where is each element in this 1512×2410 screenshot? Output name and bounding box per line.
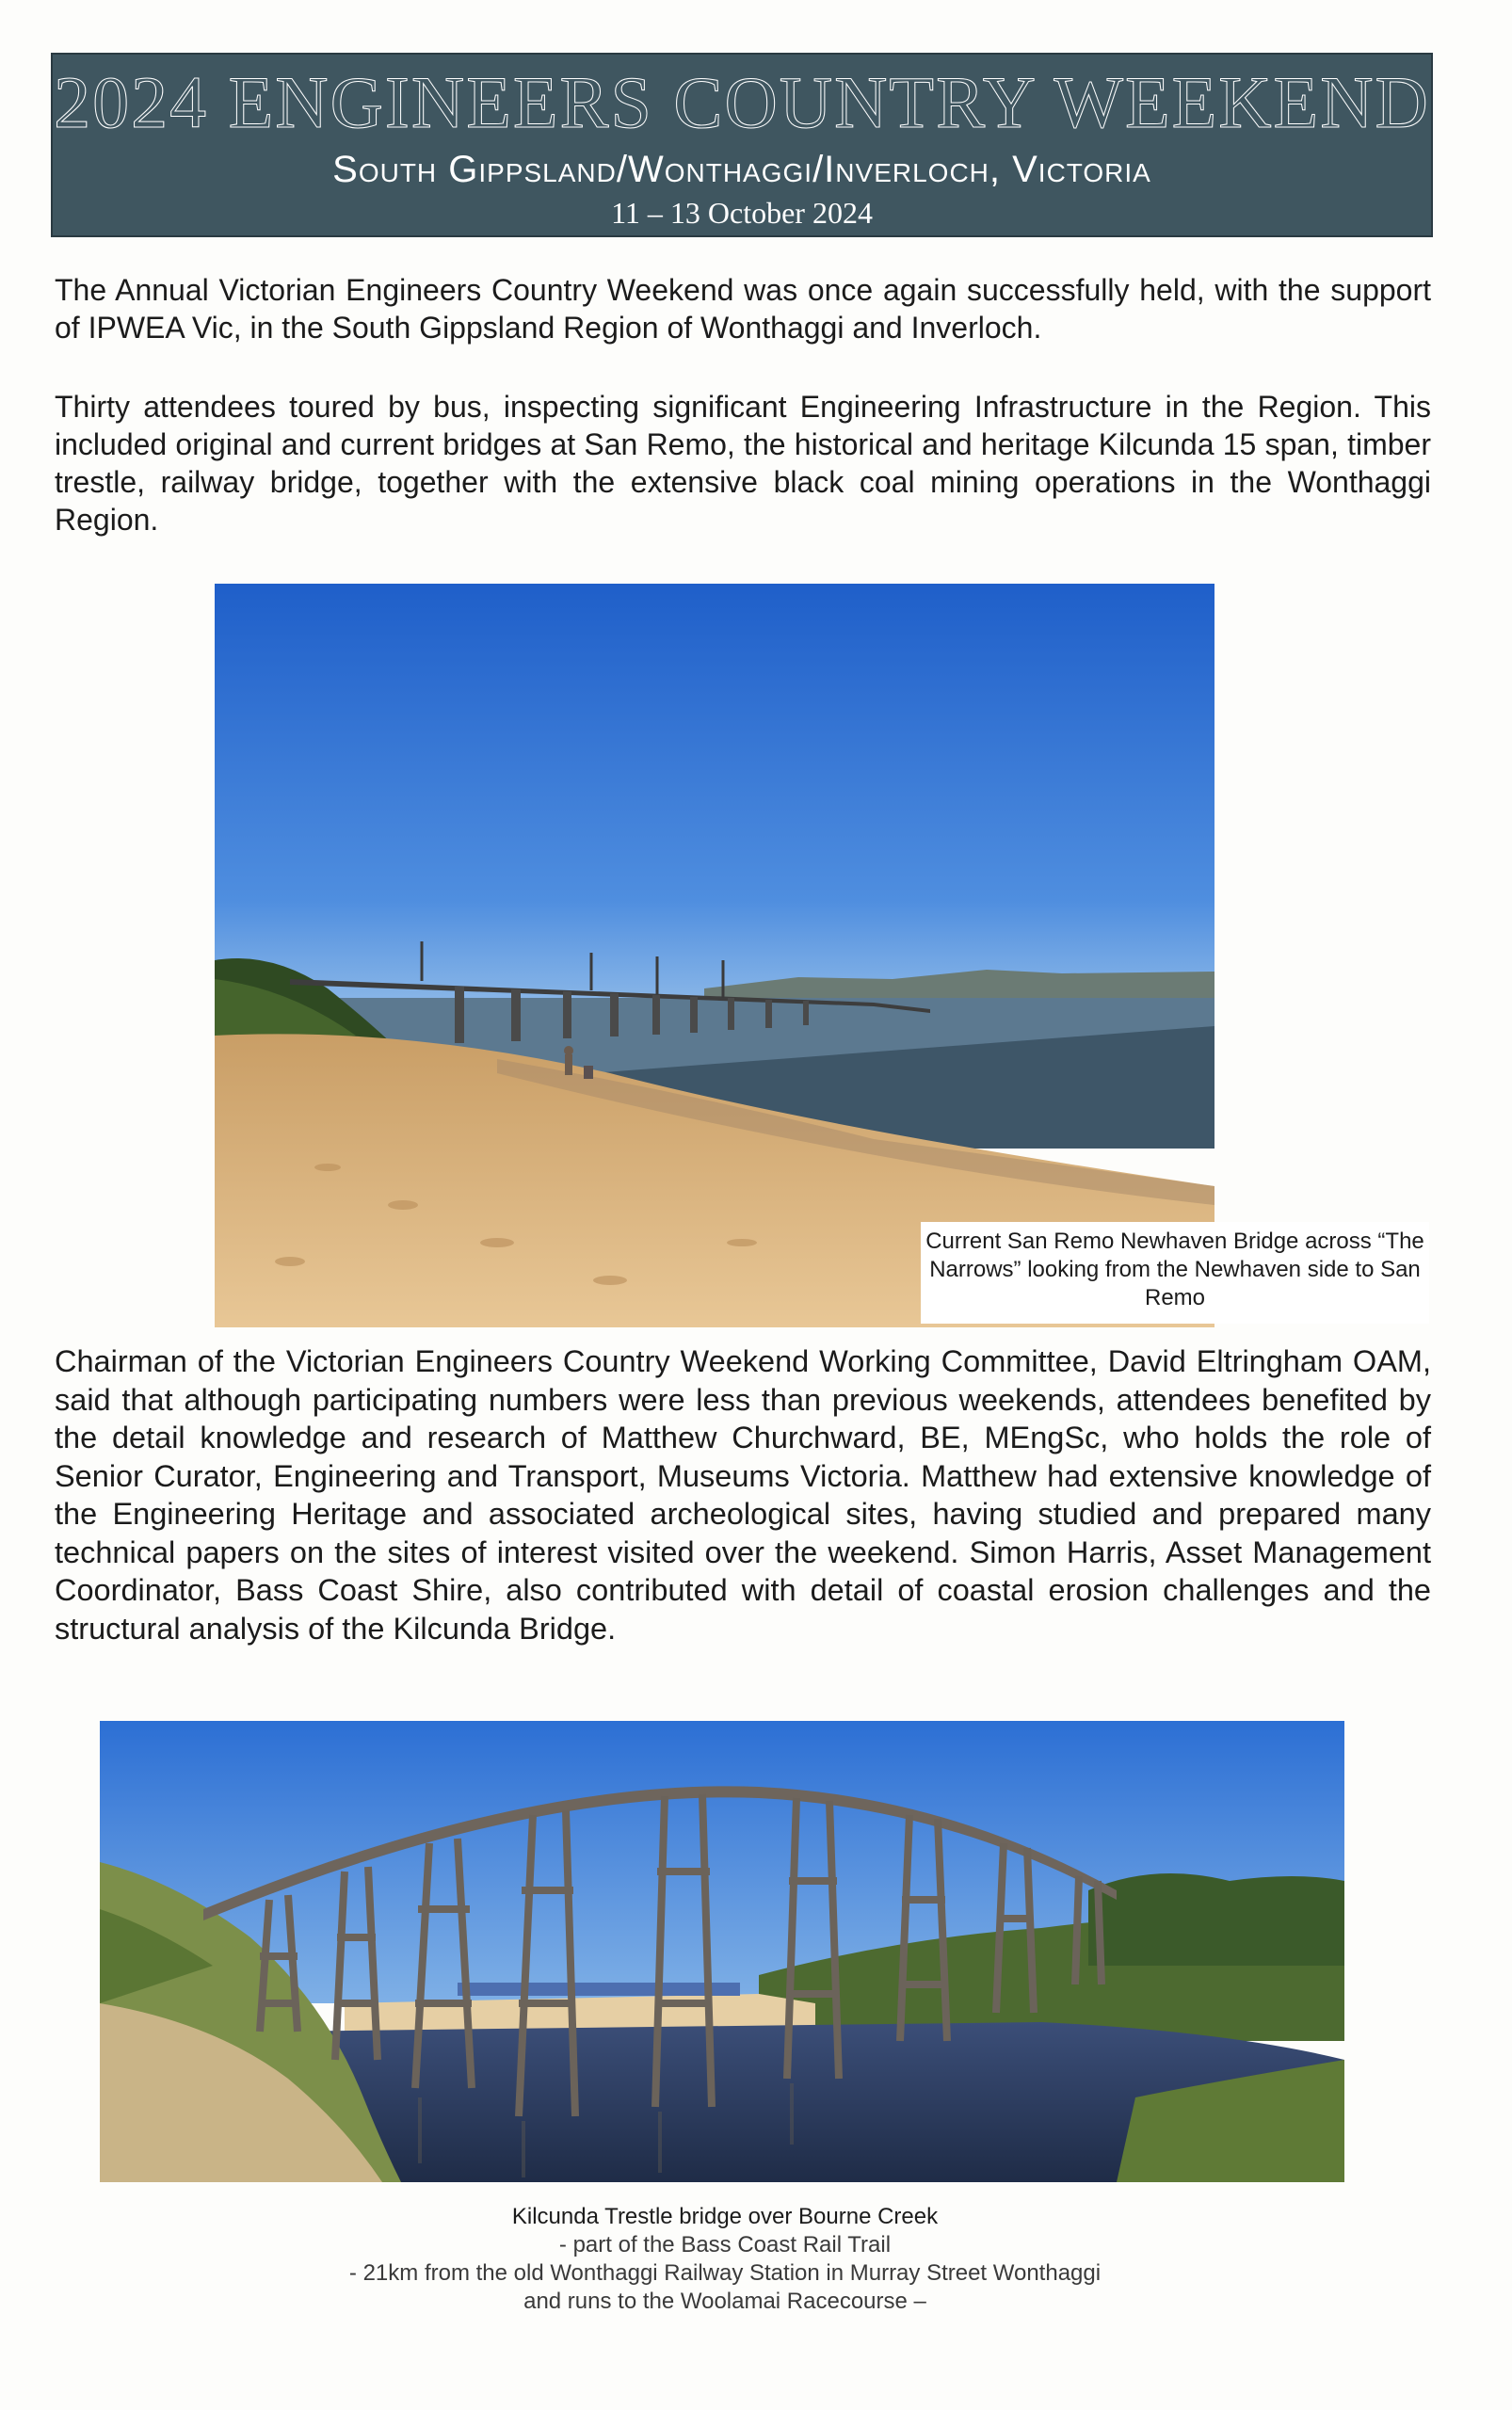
kilcunda-caption-line-1: Kilcunda Trestle bridge over Bourne Creek	[511, 2204, 939, 2229]
tour-paragraph: Thirty attendees toured by bus, inspecting significant Engineering Infrastructure in the Region. This included original and current bridges at San Remo, the historical and heritage Kilcunda 15 span, timber trestle, railway bridge, together with the extensive black coal mining operations in the Wonthaggi Region.	[55, 390, 1431, 537]
intro-paragraph: The Annual Victorian Engineers Country Weekend was once again successfully held, with the support of IPWEA Vic, in the South Gippsland Region of Wonthaggi and Inverloch.	[55, 273, 1431, 345]
san-remo-bridge-image	[215, 584, 1214, 1327]
page-title: 2024 ENGINEERS COUNTRY WEEKEND	[54, 61, 1430, 143]
kilcunda-caption	[188, 2203, 1262, 2316]
kilcunda-caption-line-4: and runs to the Woolamai Racecourse –	[523, 2289, 926, 2314]
committee-paragraph: Chairman of the Victorian Engineers Country Weekend Working Committee, David Eltringham OAM, said that although participating numbers were less than previous weekends, attendees benefited by the detail knowledge and research of Matthew Churchward, BE, MEngSc, who holds the role of Senior Curator, Engineering and Transport, Museums Victoria. Matthew had extensive knowledge of the Engineering Heritage and associated archeological sites, having studied and prepared many technical papers on the sites of interest visited over the weekend. Simon Harris, Asset Management Coordinator, Bass Coast Shire, also contributed with detail of coastal erosion challenges and the structural analysis of the Kilcunda Bridge.	[55, 1344, 1431, 1646]
san-remo-bridge-photo	[215, 584, 1214, 1327]
kilcunda-caption-line-2: - part of the Bass Coast Rail Trail	[558, 2232, 892, 2257]
kilcunda-caption-line-3: - 21km from the old Wonthaggi Railway Station in Murray Street Wonthaggi	[348, 2260, 1102, 2286]
page-subtitle: South Gippsland/Wonthaggi/Inverloch, Victoria	[332, 149, 1151, 190]
san-remo-caption: Current San Remo Newhaven Bridge across “The Narrows” looking from the Newhaven side to San Remo	[921, 1222, 1429, 1324]
kilcunda-trestle-photo	[100, 1721, 1344, 2182]
event-dates: 11 – 13 October 2024	[611, 196, 873, 230]
kilcunda-trestle-image	[100, 1721, 1344, 2182]
title-banner	[51, 53, 1433, 237]
